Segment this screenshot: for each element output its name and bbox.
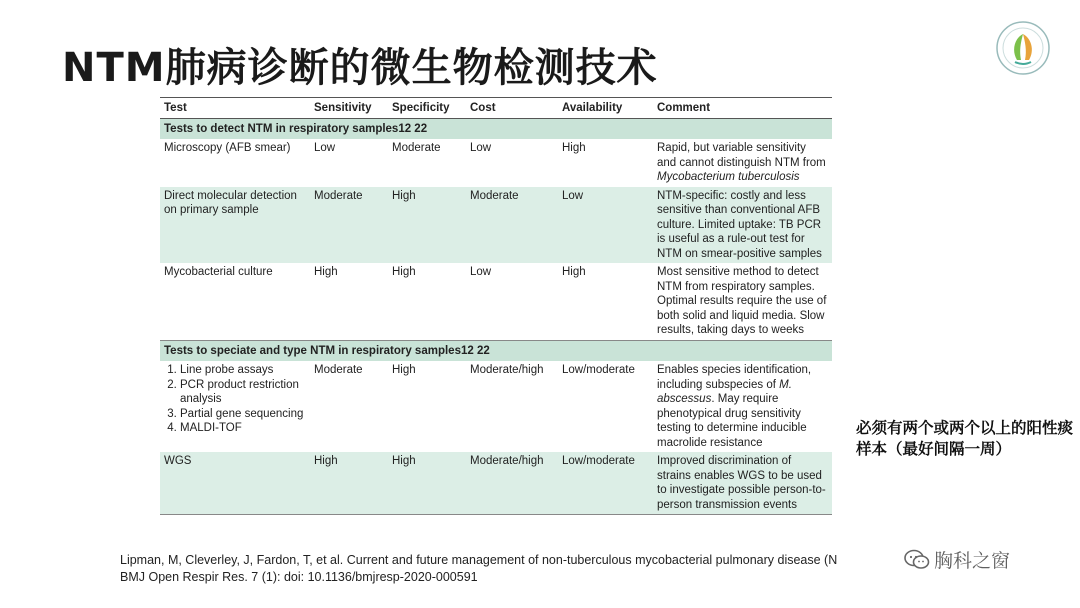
cell-comment: Improved discrimination of strains enables WGS to be used to investigate possible person-to-person transmission events [653,452,832,515]
cell-test: Mycobacterial culture [164,266,273,278]
cell-availability: High [562,266,586,278]
sputum-sample-note: 必须有两个或两个以上的阳性痰样本（最好间隔一周） [856,419,1074,458]
test-method-list [164,363,306,436]
list-item: 4. MALDI-TOF [180,421,306,436]
cell-cost: Low [470,142,492,154]
citation [120,552,837,586]
slide-title: NTM肺病诊断的微生物检测技术 [62,45,658,91]
cell-cost: Moderate [466,187,558,264]
citation-line-2: BMJ Open Respir Res. 7 (1): doi: 10.1136/bmjresp-2020-000591 [120,570,478,584]
table-row [160,361,832,452]
cell-comment: Rapid, but variable sensitivity and cannot distinguish NTM from Mycobacterium tuberculosis [657,142,826,183]
cell-cost: Moderate/high [470,364,544,376]
section-title: Tests to detect NTM in respiratory samples12 22 [160,118,832,139]
watermark-text: 胸科之窗 [934,550,1011,572]
cell-comment: Enables species identification, including subspecies of M. abscessus. May require phenotypical drug sensitivity testing to determine inducible macrolide resistance [657,364,812,449]
table-row [160,263,832,340]
cell-comment: Most sensitive method to detect NTM from respiratory samples. Optimal results require the use of both solid and liquid media. Slow results, taking days to weeks [657,266,827,336]
society-emblem-icon [995,20,1051,76]
header-sensitivity: Sensitivity [310,98,388,119]
header-specificity: Specificity [388,98,466,119]
cell-availability: Low [558,187,653,264]
cell-specificity: High [392,364,416,376]
cell-availability: Low/moderate [562,364,635,376]
cell-test [160,361,310,452]
cell-sensitivity: Moderate [314,364,363,376]
list-item: 1. Line probe assays [180,363,306,378]
cell-cost: Moderate/high [466,452,558,515]
cell-sensitivity: Moderate [310,187,388,264]
header-comment: Comment [653,98,832,119]
cell-test: Microscopy (AFB smear) [164,142,291,154]
list-item: 2. PCR product restriction analysis [180,378,306,407]
diagnostic-tests-table [160,97,832,515]
watermark [904,546,1010,573]
cell-sensitivity: High [314,266,338,278]
table-header-row [160,98,832,119]
section-title: Tests to speciate and type NTM in respiratory samples12 22 [160,340,832,361]
section-detect-row [160,118,832,139]
cell-specificity: High [388,452,466,515]
cell-test: Direct molecular detection on primary sample [160,187,310,264]
cell-specificity: High [392,266,416,278]
cell-comment: NTM-specific: costly and less sensitive than conventional AFB culture. Limited uptake: TB PCR is useful as a rule-out test for NTM on smear-positive samples [653,187,832,264]
table-row [160,452,832,515]
header-availability: Availability [558,98,653,119]
list-item: 3. Partial gene sequencing [180,407,306,422]
cell-availability: High [562,142,586,154]
cell-sensitivity: High [310,452,388,515]
wechat-icon [904,549,930,571]
citation-line-1: Lipman, M, Cleverley, J, Fardon, T, et al. Current and future management of non-tuberculous mycobacterial pulmonary disease (N [120,553,838,567]
header-test: Test [160,98,310,119]
header-cost: Cost [466,98,558,119]
cell-specificity: Moderate [392,142,441,154]
cell-availability: Low/moderate [558,452,653,515]
cell-test: WGS [160,452,310,515]
table-row [160,187,832,264]
section-speciate-row [160,340,832,361]
cell-sensitivity: Low [314,142,336,154]
cell-specificity: High [388,187,466,264]
cell-cost: Low [470,266,492,278]
table-row [160,139,832,187]
